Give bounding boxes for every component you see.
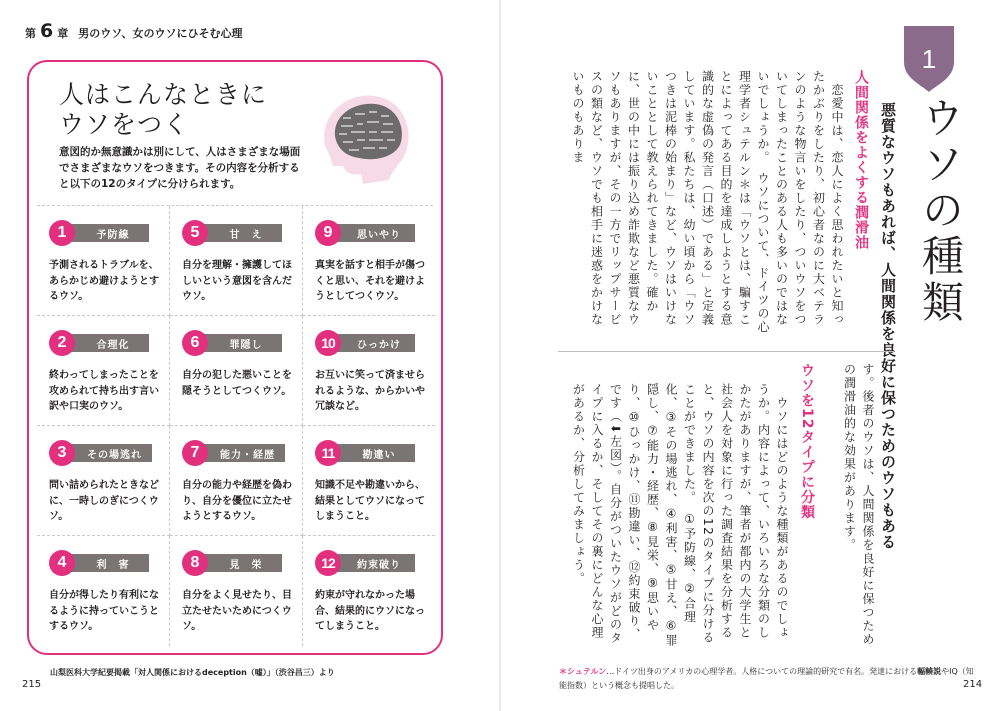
- lie-type-cell: [170, 426, 303, 536]
- type-label: その場逃れ: [69, 444, 152, 462]
- lie-type-cell: [303, 316, 435, 426]
- type-label: 甘 え: [202, 224, 282, 242]
- type-number-badge: 11: [315, 440, 341, 466]
- lie-types-grid: [37, 205, 433, 646]
- type-description: 自分を理解・擁護してほしいという意図を含んだウソ。: [182, 260, 292, 302]
- brain-head-illustration: [305, 84, 415, 194]
- lie-type-cell: [170, 316, 303, 426]
- type-label: 合理化: [69, 334, 149, 352]
- card-intro: 意図的か無意識かは別にして、人はさまざまな場面でさまざまなウソをつきます。その内容を分析すると以下の12のタイプに分けられます。: [59, 146, 301, 190]
- lie-type-cell: [37, 206, 170, 316]
- section1-body: 恋愛中は、恋人によく思われたいと知ったかぶりをしたり、初心者なのに大ベテランのような物言いをしたり、ついウソをついてしまったことのある人も多いのではないでしょうか。 ウソについて、ドイツの心理学者シュテルン＊は「ウソとは、騙すことによってある目的を達成しようとする意識的な虚偽の発言（口述）である」と定義しています。私たちは、幼い頃から「ウソつきは泥棒の始まり」など、ウソはいけないこととして教えられてきました。確かに、世の中には振り込め詐欺など悪質なウソもありますが、その一方でリップサービスの類など、ウソでも相手に迷惑をかけないものもありま: [571, 70, 844, 334]
- type-number-badge: 3: [49, 440, 75, 466]
- type-number-badge: 1: [49, 220, 75, 246]
- footnote-mark: ＊シュテルン: [559, 667, 607, 676]
- type-number-badge: 8: [182, 550, 208, 576]
- lie-types-card: [27, 60, 443, 655]
- page-number-left: 215: [22, 679, 42, 690]
- lie-type-cell: [37, 316, 170, 426]
- type-description: 問い詰められたときなどに、一時しのぎにつくウソ。: [49, 480, 159, 522]
- type-number-badge: 9: [315, 220, 341, 246]
- footnote-text-end: やIQ（知能指数）という概念も提唱した。: [559, 667, 974, 690]
- type-description: 終わってしまったことを攻められて持ち出す言い訳や口実のウソ。: [49, 370, 159, 412]
- lie-type-cell: [37, 426, 170, 536]
- type-label: 勘違い: [335, 444, 415, 462]
- type-description: 約束が守れなかった場合、結果的にウソになってしまうこと。: [315, 590, 425, 632]
- type-description: お互いに笑って済ませられるような、からかいや冗談など。: [315, 370, 425, 412]
- chapter-number: 6: [40, 20, 54, 42]
- lie-type-cell: [303, 206, 435, 316]
- lie-type-cell: [303, 426, 435, 536]
- section1-heading: 人間関係をよくする潤滑油: [853, 70, 869, 250]
- chapter-prefix: 第: [25, 27, 36, 40]
- type-number-badge: 2: [49, 330, 75, 356]
- type-description: 自分の犯した悪いことを隠そうとしてつくウソ。: [182, 370, 292, 397]
- source-citation: 山梨医科大学紀要掲載「対人関係におけるdeception（嘘）」（渋谷昌三）より: [50, 668, 335, 677]
- page-subtitle: 悪質なウソもあれば、人間関係を良好に保つためのウソもある: [879, 102, 897, 550]
- page-title: ウソの種類: [916, 96, 965, 326]
- page-number-right: 214: [963, 679, 983, 690]
- type-description: 知識不足や勘違いから、結果としてウソになってしまうこと。: [315, 480, 425, 522]
- type-number-badge: 4: [49, 550, 75, 576]
- type-description: 自分の能力や経歴を偽わり、自分を優位に立たせようとするウソ。: [182, 480, 292, 522]
- type-label: 予防線: [69, 224, 149, 242]
- type-label: 利 害: [69, 554, 149, 572]
- card-title-line1: 人はこんなときに: [59, 80, 268, 109]
- type-description: 真実を話すと相手が傷つくと思い、それを避けようとしてつくウソ。: [315, 260, 425, 302]
- type-number-badge: 7: [182, 440, 208, 466]
- type-label: 能力・経歴: [202, 444, 285, 462]
- footnote-bold-term: 輻輳説: [917, 667, 942, 676]
- section2-heading: ウソを12タイプに分類: [799, 363, 815, 520]
- type-number-badge: 10: [315, 330, 341, 356]
- book-gutter: [499, 0, 501, 711]
- lie-type-cell: [170, 206, 303, 316]
- lie-type-cell: [170, 536, 303, 646]
- chapter-suffix: 章: [57, 27, 69, 40]
- type-number-badge: 6: [182, 330, 208, 356]
- footnote: [559, 665, 979, 693]
- type-label: 思いやり: [335, 224, 415, 242]
- card-title: [59, 80, 267, 140]
- section-number: 1: [921, 44, 937, 74]
- type-description: 自分が得したり有利になるように持っていこうとするウソ。: [49, 590, 159, 632]
- type-label: 見 栄: [202, 554, 282, 572]
- section-divider: [558, 351, 894, 352]
- chapter-title: 男のウソ、女のウソにひそむ心理: [78, 27, 243, 40]
- type-label: 約束破り: [335, 554, 415, 572]
- lie-type-cell: [303, 536, 435, 646]
- section2-body: ウソにはどのような種類があるのでしょうか。内容によって、いろいろな分類のしかたがありますが、筆者が都内の大学生と社会人を対象に行った調査結果を分析すると、ウソの内容を次の12のタイプに分けることができました。 ①予防線、②合理化、③その場逃れ、④利害、⑤甘え、⑥罪隠し、⑦能力・経歴、⑧見栄、⑨思いやり、⑩ひっかけ、⑪勘違い、⑫約束破り、です（⬇左図）。自分がついたウソがどのタイプに入るか、そしてその裏にどんな心理があるか、分析してみましょう。: [571, 383, 789, 648]
- type-description: 自分をよく見せたり、目立たせたいためにつくウソ。: [182, 590, 292, 632]
- lie-type-cell: [37, 536, 170, 646]
- type-number-badge: 12: [315, 550, 341, 576]
- section1-continuation: す。後者のウソは、人間関係を良好に保つための潤滑油的な効果があります。: [842, 363, 875, 647]
- type-label: 罪隠し: [202, 334, 282, 352]
- footnote-text: …ドイツ出身のアメリカの心理学者。人格についての理論的研究で有名。発達における: [606, 667, 918, 676]
- type-description: 予測されるトラブルを、あらかじめ避けようとするウソ。: [49, 260, 159, 302]
- type-number-badge: 5: [182, 220, 208, 246]
- type-label: ひっかけ: [335, 334, 415, 352]
- card-title-line2: ウソをつく: [59, 110, 190, 139]
- section-tab-marker: [904, 26, 954, 92]
- chapter-header: [25, 22, 242, 41]
